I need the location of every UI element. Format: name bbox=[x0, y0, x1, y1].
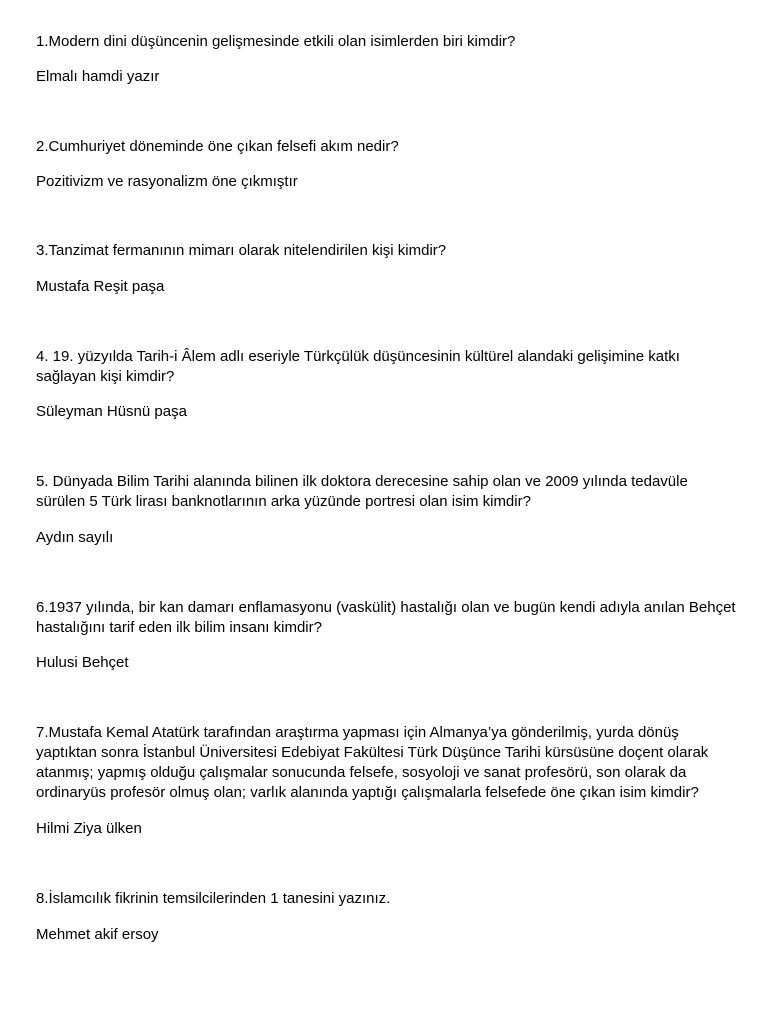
question-6: 6.1937 yılında, bir kan damarı enflamasyonu (vaskülit) hastalığı olan ve bugün kendi adıyla anılan Behçet hastalığını tarif eden ilk bilim insanı kimdir? bbox=[36, 599, 736, 636]
answer-5: Aydın sayılı bbox=[36, 529, 114, 546]
question-2: 2.Cumhuriyet döneminde öne çıkan felsefi akım nedir? bbox=[36, 138, 399, 155]
question-1: 1.Modern dini düşüncenin gelişmesinde etkili olan isimlerden biri kimdir? bbox=[36, 33, 516, 50]
answer-1: Elmalı hamdi yazır bbox=[36, 68, 160, 85]
question-7: 7.Mustafa Kemal Atatürk tarafından araştırma yapması için Almanya’ya gönderilmiş, yurda dönüş yaptıktan sonra İstanbul Üniversitesi Edebiyat Fakültesi Türk Düşünce Tarihi kürsüsüne doçent olarak atanmış; yapmış olduğu çalışmalar sonucunda felsefe, sosyoloji ve sanat profesörü, son olarak da ordinaryüs profesör olmuş olan; varlık alanında yaptığı çalışmalarla felsefede öne çıkan isim kimdir? bbox=[36, 724, 709, 801]
answer-6: Hulusi Behçet bbox=[36, 654, 129, 671]
answer-3: Mustafa Reşit paşa bbox=[36, 278, 165, 295]
question-4: 4. 19. yüzyılda Tarih-i Âlem adlı eseriyle Türkçülük düşüncesinin kültürel alandaki gelişimine katkı sağlayan kişi kimdir? bbox=[36, 348, 680, 385]
question-8: 8.İslamcılık fikrinin temsilcilerinden 1 tanesini yazınız. bbox=[36, 890, 391, 907]
answer-7: Hilmi Ziya ülken bbox=[36, 820, 142, 837]
answer-2: Pozitivizm ve rasyonalizm öne çıkmıştır bbox=[36, 173, 298, 190]
answer-4: Süleyman Hüsnü paşa bbox=[36, 403, 187, 420]
answer-8: Mehmet akif ersoy bbox=[36, 926, 159, 943]
question-3: 3.Tanzimat fermanının mimarı olarak nitelendirilen kişi kimdir? bbox=[36, 242, 447, 259]
question-5: 5. Dünyada Bilim Tarihi alanında bilinen ilk doktora derecesine sahip olan ve 2009 yılında tedavüle sürülen 5 Türk lirası banknotlarının arka yüzünde portresi olan isim kimdir? bbox=[36, 473, 688, 510]
